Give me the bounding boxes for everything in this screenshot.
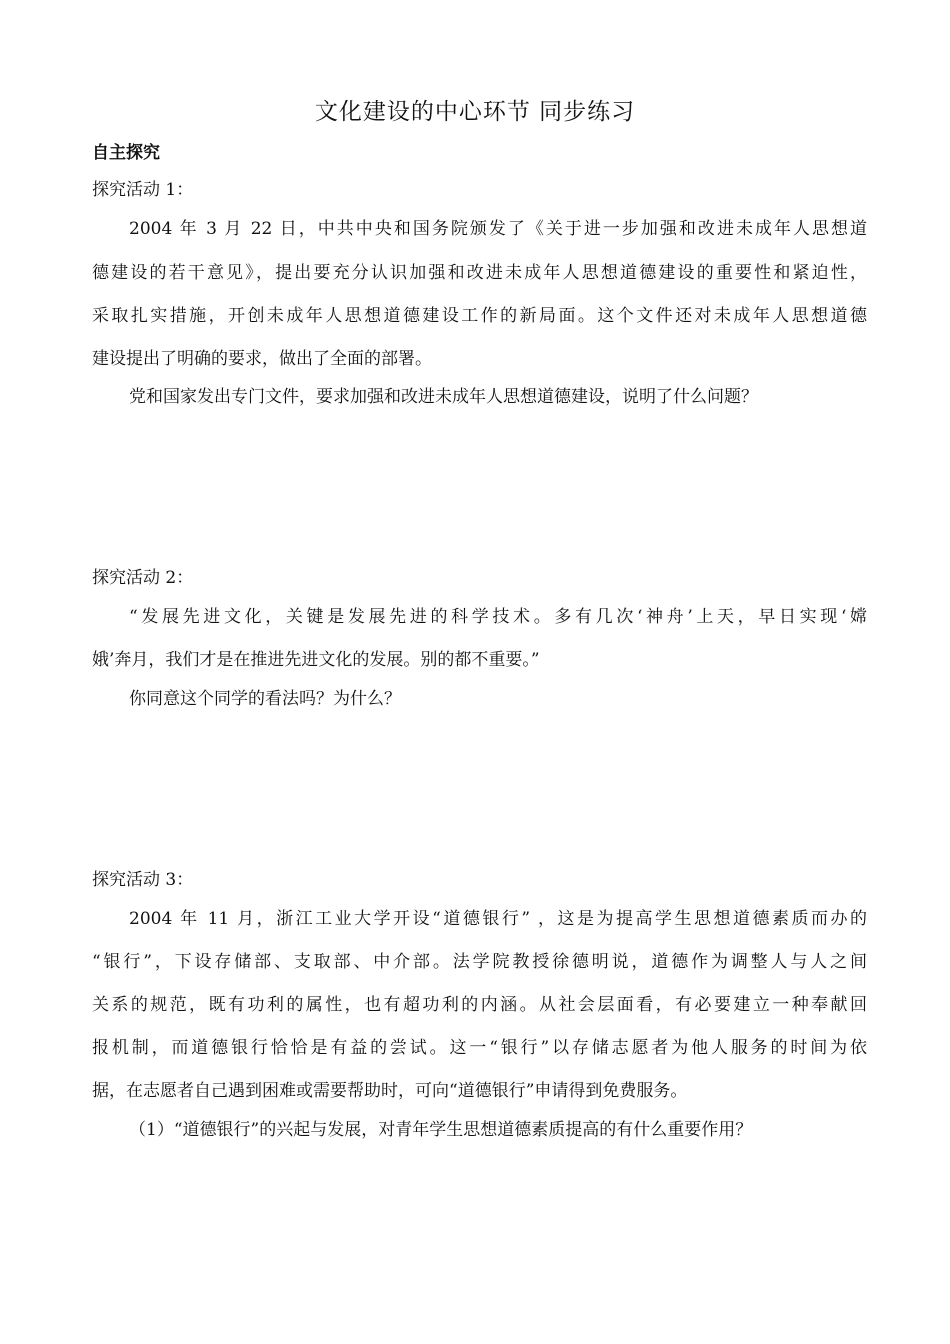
activity1-line-2: 德建设的若干意见》，提出要充分认识加强和改进未成年人思想道德建设的重要性和紧迫性， [92, 263, 867, 283]
activity2-question: 你同意这个同学的看法吗？为什么？ [129, 689, 401, 709]
activity3-line-4: 报机制，而道德银行恰恰是有益的尝试。这一“银行”以存储志愿者为他人服务的时间为依 [92, 1038, 867, 1058]
activity3-line-5: 据，在志愿者自己遇到困难或需要帮助时，可向“道德银行”申请得到免费服务。 [92, 1081, 688, 1101]
activity2-label: 探究活动 2： [92, 568, 194, 588]
section-heading: 自主探究 [92, 143, 160, 163]
activity3-label: 探究活动 3： [92, 870, 194, 890]
activity2-line-1: “发展先进文化，关键是发展先进的科学技术。多有几次‘神舟’上天，早日实现‘嫦 [129, 607, 867, 627]
activity3-line-2: “银行”，下设存储部、支取部、中介部。法学院教授徐德明说，道德作为调整人与人之间 [92, 952, 867, 972]
activity3-line-3: 关系的规范，既有功利的属性，也有超功利的内涵。从社会层面看，有必要建立一种奉献回 [92, 995, 867, 1015]
activity1-line-4: 建设提出了明确的要求，做出了全面的部署。 [92, 349, 432, 369]
activity2-line-2: 娥’奔月，我们才是在推进先进文化的发展。别的都不重要。” [92, 650, 540, 670]
activity1-line-3: 采取扎实措施，开创未成年人思想道德建设工作的新局面。这个文件还对未成年人思想道德 [92, 306, 867, 326]
activity3-line-1: 2004 年 11 月，浙江工业大学开设“道德银行” ，这是为提高学生思想道德素质而办的 [129, 909, 867, 929]
document-title: 文化建设的中心环节 同步练习 [314, 99, 636, 125]
activity1-question: 党和国家发出专门文件，要求加强和改进未成年人思想道德建设，说明了什么问题？ [129, 387, 758, 407]
activity1-label: 探究活动 1： [92, 180, 194, 200]
activity3-question: （1）“道德银行”的兴起与发展，对青年学生思想道德素质提高的有什么重要作用？ [129, 1120, 753, 1140]
activity1-line-1: 2004 年 3 月 22 日，中共中央和国务院颁发了《关于进一步加强和改进未成年人思想道 [129, 219, 867, 239]
